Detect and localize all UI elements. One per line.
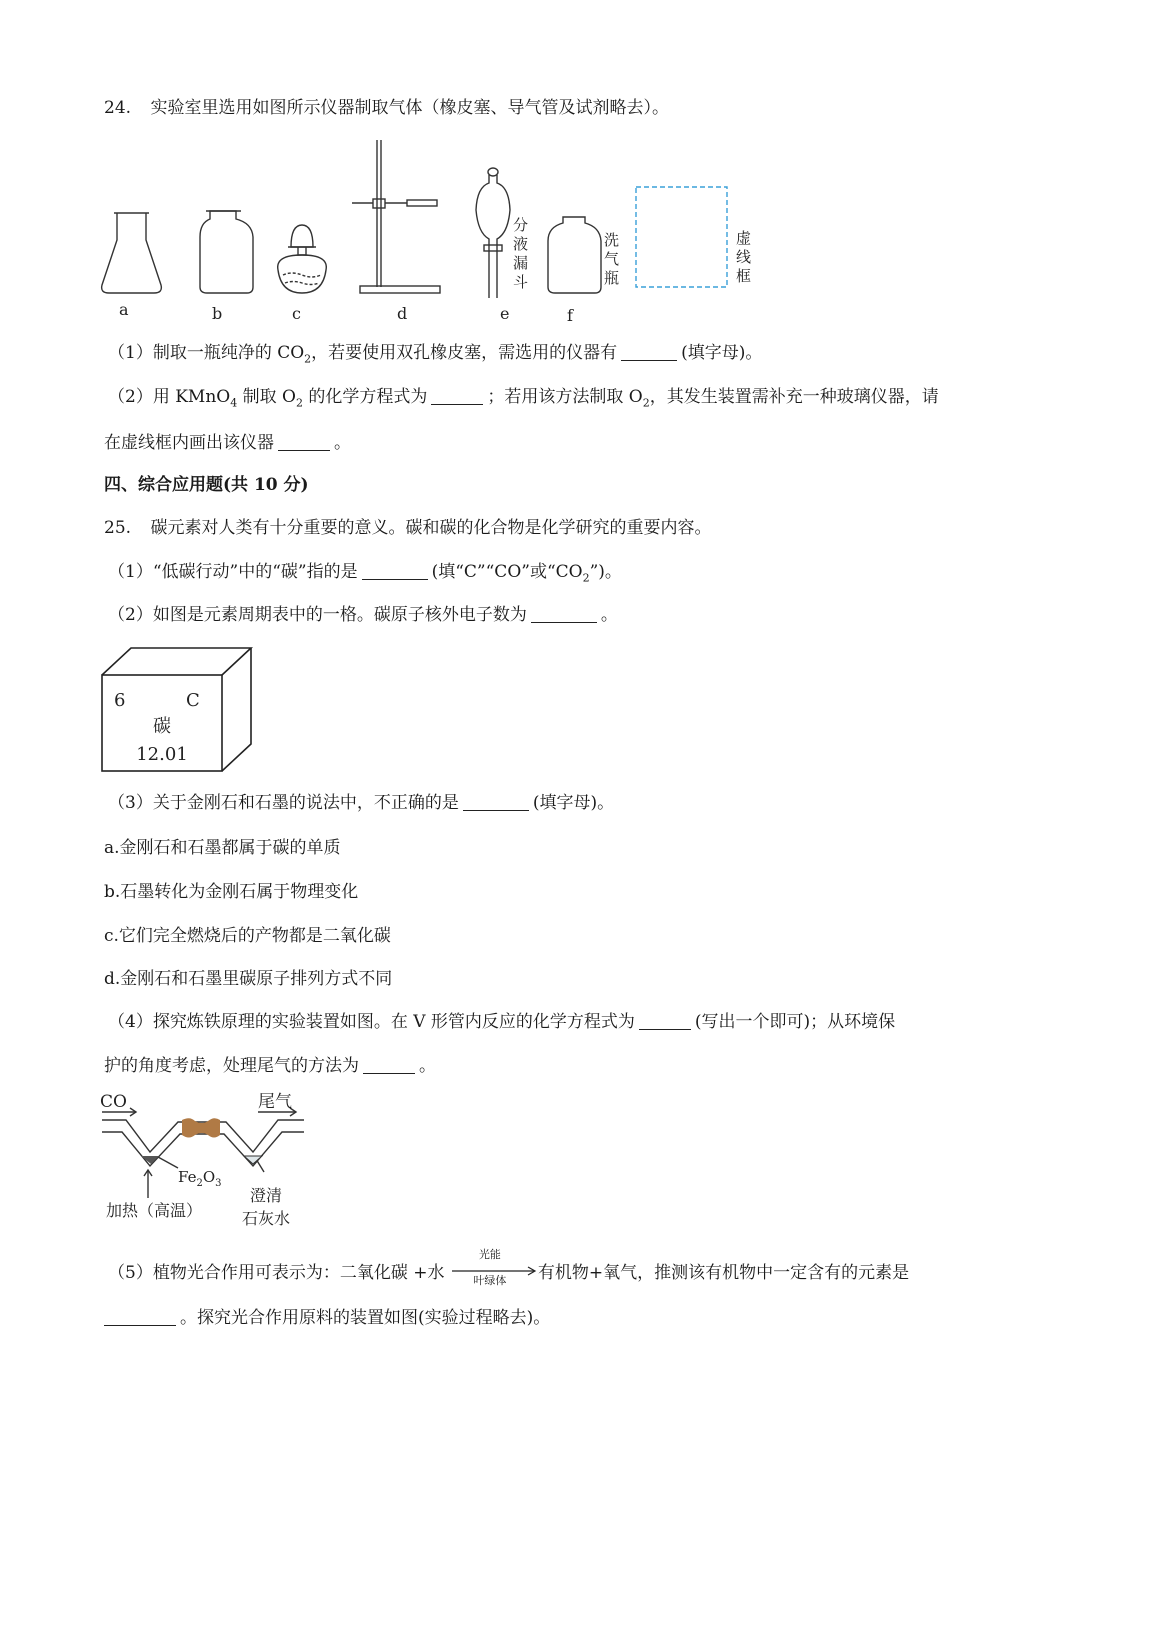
answer-blank[interactable] <box>362 561 428 580</box>
q25-part1: （1）“低碳行动”中的“碳”指的是 (填“C”“CO”或“$CO_2$”)。 <box>108 562 622 585</box>
lime-water-label-1: 澄清 <box>250 1186 283 1205</box>
answer-blank[interactable] <box>531 604 597 623</box>
conical-flask-icon <box>102 213 162 293</box>
answer-blank[interactable] <box>431 386 483 405</box>
option-b: b.石墨转化为金刚石属于物理变化 <box>104 882 359 902</box>
answer-blank[interactable] <box>363 1055 415 1074</box>
answer-blank[interactable] <box>463 792 529 811</box>
alcohol-lamp-icon <box>278 225 327 293</box>
apparatus-label-b: b <box>212 304 223 323</box>
question-number: 25. <box>104 518 132 538</box>
q24-part2-line2: 在虚线框内画出该仪器 。 <box>104 433 351 453</box>
apparatus-label-c: c <box>292 304 301 323</box>
funnel-label-1: 分 <box>513 216 529 234</box>
atomic-number: 6 <box>114 690 126 711</box>
washer-label-1: 洗 <box>604 231 620 249</box>
reaction-condition: 光能 叶绿体 <box>450 1261 538 1285</box>
q24-part1: （1）制取一瓶纯净的 $CO_2$，若要使用双孔橡皮塞，需选用的仪器有 (填字母)。 <box>108 343 763 366</box>
q25-part4-line2: 护的角度考虑，处理尾气的方法为 。 <box>104 1056 436 1076</box>
apparatus-label-e: e <box>500 304 510 323</box>
q25-stem <box>104 516 711 540</box>
separatory-funnel-icon <box>476 168 510 298</box>
box-label-2: 线 <box>736 248 752 266</box>
box-label-3: 框 <box>736 267 752 285</box>
answer-blank[interactable] <box>104 1307 176 1326</box>
iron-stand-icon <box>352 140 440 293</box>
apparatus-label-d: d <box>397 304 408 323</box>
apparatus-figure <box>95 135 775 330</box>
heat-label: 加热（高温） <box>106 1201 203 1220</box>
tail-gas-label: 尾气 <box>258 1092 292 1112</box>
element-name: 碳 <box>153 716 171 737</box>
funnel-label-2: 液 <box>513 235 529 253</box>
q24-stem <box>104 96 669 120</box>
fe2o3-label: $Fe_2O_3$ <box>178 1168 222 1189</box>
q25-part5-line2: 。探究光合作用原料的装置如图(实验过程略去)。 <box>104 1306 550 1330</box>
question-stem: 实验室里选用如图所示仪器制取气体（橡皮塞、导气管及试剂略去）。 <box>150 98 669 118</box>
option-a: a.金刚石和石墨都属于碳的单质 <box>104 838 341 858</box>
apparatus-label-a: a <box>119 300 129 319</box>
q24-part2: （2）用 KMnO$_4$ 制取 $O_2$ 的化学方程式为 ；若用该方法制取 $O_2$，其发生装置需补充一种玻璃仪器，请 <box>108 387 939 410</box>
q25-part3: （3）关于金刚石和石墨的说法中，不正确的是 (填字母)。 <box>108 793 615 813</box>
question-number: 24. <box>104 98 132 118</box>
option-d: d.金刚石和石墨里碳原子排列方式不同 <box>104 969 393 989</box>
question-stem: 碳元素对人类有十分重要的意义。碳和碳的化合物是化学研究的重要内容。 <box>150 518 712 538</box>
box-label-1: 虚 <box>736 229 752 247</box>
gas-washing-bottle-icon <box>548 217 601 293</box>
q25-part2: （2）如图是元素周期表中的一格。碳原子核外电子数为 。 <box>108 605 618 625</box>
answer-blank[interactable] <box>278 432 330 451</box>
q25-part4: （4）探究炼铁原理的实验装置如图。在 V 形管内反应的化学方程式为 (写出一个即可)；从环境保 <box>108 1012 896 1032</box>
dashed-drawing-box <box>636 187 727 287</box>
apparatus-label-f: f <box>567 306 573 325</box>
answer-blank[interactable] <box>639 1011 691 1030</box>
q25-part5: （5）植物光合作用可表示为：二氧化碳 +水 光能 叶绿体 有机物+氧气，推测该有机物中一定含有的元素是 <box>108 1248 910 1287</box>
funnel-label-3: 漏 <box>513 254 529 272</box>
answer-blank[interactable] <box>621 342 677 361</box>
atomic-mass: 12.01 <box>136 744 188 765</box>
element-symbol: C <box>186 690 200 711</box>
co-label: CO <box>100 1092 127 1112</box>
section-title: 四、综合应用题(共 10 分) <box>104 475 309 495</box>
option-c: c.它们完全燃烧后的产物都是二氧化碳 <box>104 926 391 946</box>
funnel-label-4: 斗 <box>513 273 529 291</box>
washer-label-2: 气 <box>604 250 620 268</box>
lime-water-label-2: 石灰水 <box>242 1209 291 1228</box>
periodic-table-cell <box>98 645 268 780</box>
washer-label-3: 瓶 <box>604 269 620 287</box>
gas-bottle-icon <box>200 211 253 293</box>
v-tube-figure <box>98 1088 318 1230</box>
